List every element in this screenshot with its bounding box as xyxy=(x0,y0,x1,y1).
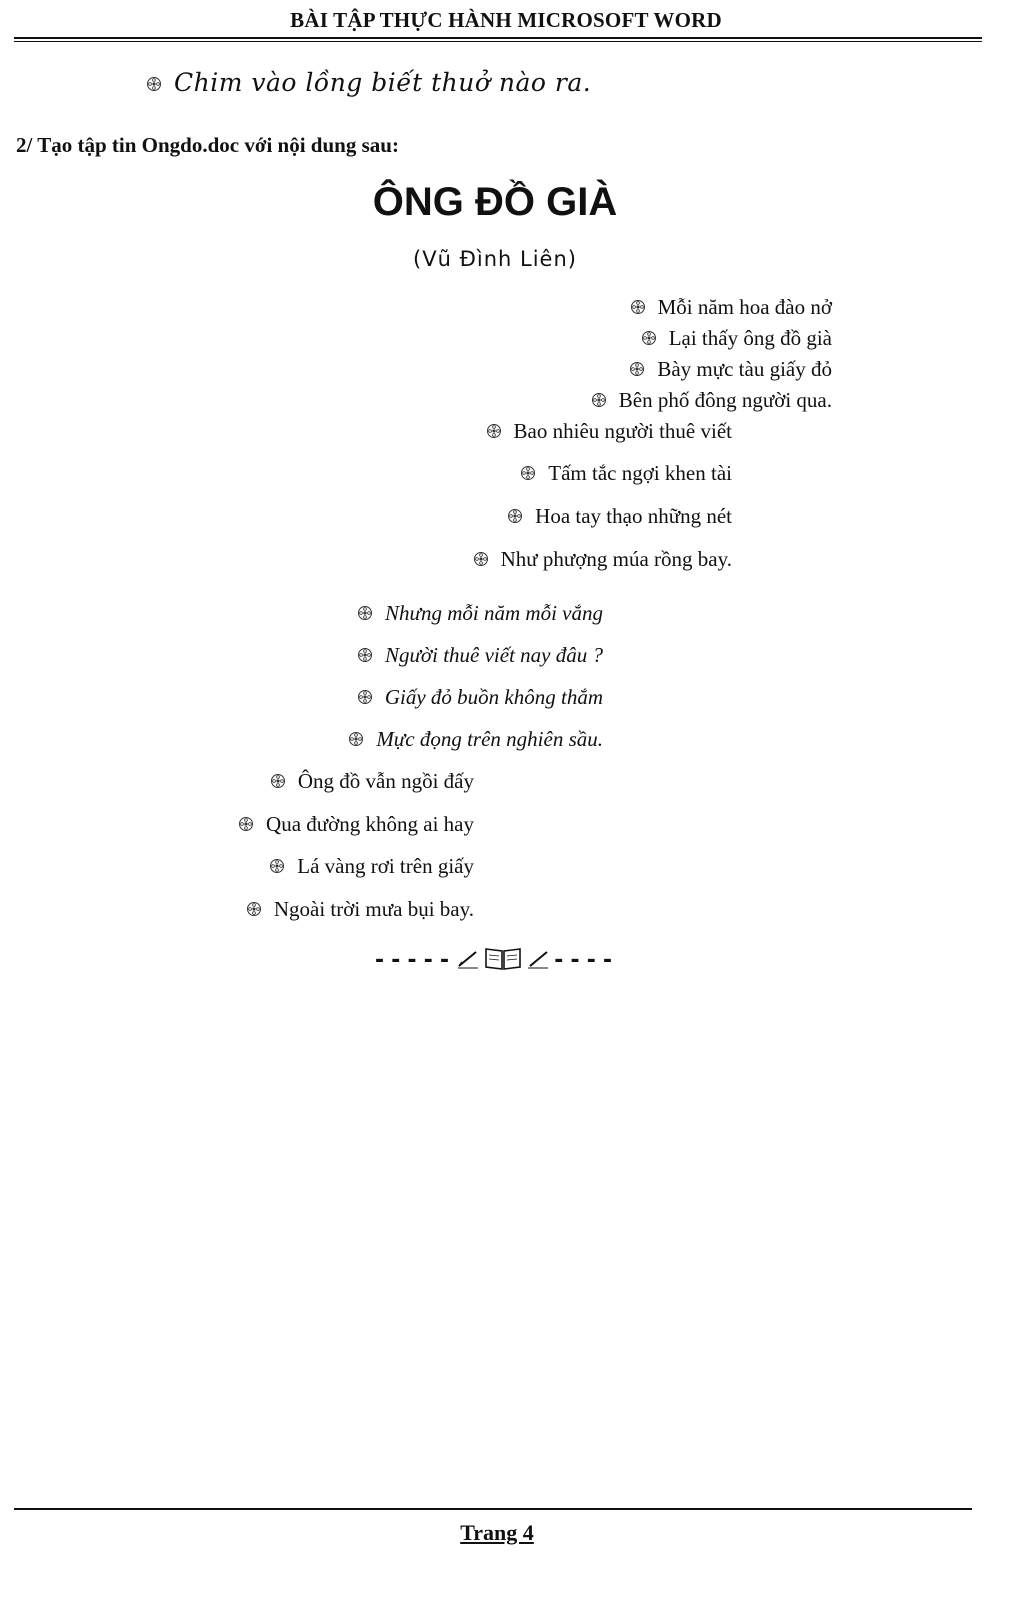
poem-line xyxy=(246,897,474,922)
poem-line-text: Bao nhiêu người thuê viết xyxy=(513,419,732,443)
flower-bullet-icon xyxy=(146,76,162,92)
poem-line xyxy=(348,727,603,752)
poem-line xyxy=(473,547,732,572)
intro-line-text: Chim vào lồng biết thuở nào ra. xyxy=(174,68,592,97)
poem-line-text: Ngoài trời mưa bụi bay. xyxy=(273,897,474,921)
flower-bullet-icon xyxy=(473,551,489,567)
poem-line xyxy=(630,295,832,320)
flower-bullet-icon xyxy=(270,773,286,789)
open-book-icon xyxy=(484,945,522,977)
divider-dashes-right: ---- xyxy=(552,948,618,973)
header-rule xyxy=(14,37,982,39)
flower-bullet-icon xyxy=(520,465,536,481)
flower-bullet-icon xyxy=(357,647,373,663)
divider-dashes-left: ----- xyxy=(372,948,455,973)
flower-bullet-icon xyxy=(357,605,373,621)
poem-line xyxy=(520,461,732,486)
poem-line xyxy=(641,326,832,351)
poem-line xyxy=(591,388,832,413)
poem-line-text: Mực đọng trên nghiên sầu. xyxy=(376,727,603,751)
poem-line xyxy=(269,854,474,879)
flower-bullet-icon xyxy=(507,508,523,524)
flower-bullet-icon xyxy=(269,858,285,874)
poem-line xyxy=(357,643,603,668)
poem-line-text: Lá vàng rơi trên giấy xyxy=(297,854,474,878)
flower-bullet-icon xyxy=(641,330,657,346)
poem-line xyxy=(629,357,832,382)
header-rule-thin xyxy=(14,41,982,42)
section-heading: 2/ Tạo tập tin Ongdo.doc với nội dung sau: xyxy=(16,133,399,157)
end-divider xyxy=(0,945,990,977)
poem-line-text: Hoa tay thạo những nét xyxy=(535,504,732,528)
poem-line xyxy=(270,769,474,794)
flower-bullet-icon xyxy=(486,423,502,439)
poem-line-text: Bày mực tàu giấy đỏ xyxy=(657,357,832,381)
flower-bullet-icon xyxy=(629,361,645,377)
poem-line xyxy=(357,685,603,710)
flower-bullet-icon xyxy=(238,816,254,832)
poem-line-text: Nhưng mỗi năm mỗi vắng xyxy=(385,601,603,625)
flower-bullet-icon xyxy=(246,901,262,917)
poem-line-text: Bên phố đông người qua. xyxy=(618,388,832,412)
poem-line xyxy=(507,504,732,529)
poem-line-text: Như phượng múa rồng bay. xyxy=(500,547,732,571)
flower-bullet-icon xyxy=(357,689,373,705)
poem-title: ÔNG ĐỒ GIÀ xyxy=(372,180,618,224)
flower-bullet-icon xyxy=(630,299,646,315)
poem-line xyxy=(357,601,603,626)
poem-line-text: Giấy đỏ buồn không thắm xyxy=(384,685,603,709)
poem-line xyxy=(238,812,474,837)
flower-bullet-icon xyxy=(348,731,364,747)
page-number: Trang 4 xyxy=(460,1520,534,1545)
footer-rule xyxy=(14,1508,972,1510)
page-header-title: BÀI TẬP THỰC HÀNH MICROSOFT WORD xyxy=(290,8,722,32)
poem-line xyxy=(486,419,732,444)
intro-line xyxy=(146,68,591,97)
poem-line-text: Lại thấy ông đồ già xyxy=(668,326,832,350)
poem-author: (Vũ Đình Liên) xyxy=(413,247,577,271)
pen-icon xyxy=(456,948,480,976)
poem-line-text: Mỗi năm hoa đào nở xyxy=(657,295,832,319)
poem-line-text: Tấm tắc ngợi khen tài xyxy=(548,461,732,485)
flower-bullet-icon xyxy=(591,392,607,408)
poem-line-text: Người thuê viết nay đâu ? xyxy=(384,643,603,667)
poem-line-text: Ông đồ vẫn ngồi đấy xyxy=(297,769,474,793)
poem-line-text: Qua đường không ai hay xyxy=(266,812,474,836)
pen-icon xyxy=(526,948,550,976)
